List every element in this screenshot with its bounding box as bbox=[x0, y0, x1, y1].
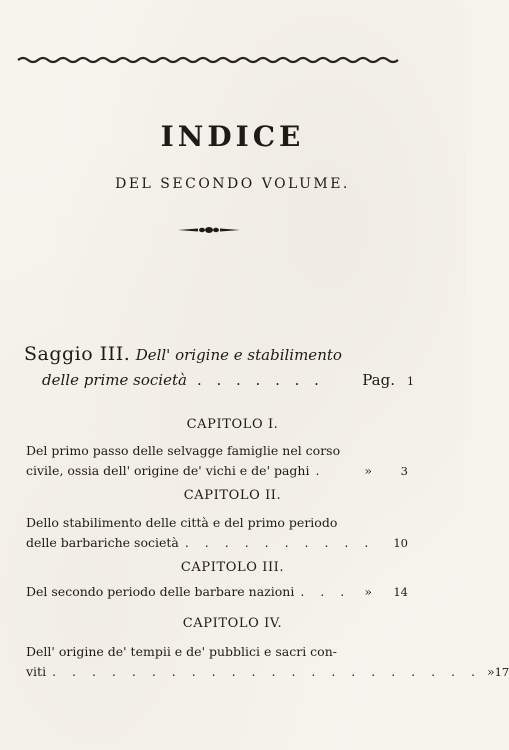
top-decorative-rule bbox=[18, 56, 398, 64]
leader-dots: . . . bbox=[300, 584, 351, 599]
entry-line-with-page bbox=[26, 533, 408, 553]
section-title-part2: delle prime società bbox=[42, 371, 187, 389]
entry-line: viti bbox=[26, 664, 47, 679]
chapter-heading-3: CAPITOLO III. bbox=[180, 560, 285, 575]
page-title: INDICE bbox=[160, 120, 305, 153]
ditto-mark: » bbox=[364, 463, 372, 478]
entry-line: civile, ossia dell' origine de' vichi e de' paghi bbox=[26, 463, 310, 478]
ditto-mark: » bbox=[486, 664, 495, 679]
leader-dots: . . . . . . . bbox=[196, 371, 324, 389]
page-number: 17 bbox=[494, 665, 509, 679]
ornament-divider-icon bbox=[178, 224, 240, 236]
chapter-entry-3 bbox=[26, 582, 408, 602]
entry-line-with-page bbox=[26, 582, 408, 602]
page-number: 3 bbox=[400, 464, 408, 478]
section-title-part1: Dell' origine e stabilimento bbox=[135, 346, 342, 364]
chapter-entry-1 bbox=[26, 441, 408, 481]
chapter-entry-4 bbox=[26, 642, 509, 682]
chapter-heading-4: CAPITOLO IV. bbox=[182, 616, 283, 631]
pag-label: Pag. bbox=[362, 371, 395, 389]
page-number: 10 bbox=[393, 536, 408, 550]
entry-line: delle barbariche società bbox=[26, 535, 179, 550]
leader-dots: . . . . . . . . . . bbox=[184, 535, 375, 550]
entry-line-with-page bbox=[26, 461, 408, 481]
entry-line: Del secondo periodo delle barbare nazioni bbox=[26, 584, 295, 599]
leader-dots: . . . . . . . . . . . . . . . . . . . . . . bbox=[52, 664, 481, 679]
chapter-heading-2: CAPITOLO II. bbox=[183, 488, 282, 503]
section-label: Saggio III. bbox=[24, 343, 131, 365]
section-heading-line1 bbox=[24, 342, 414, 367]
entry-line: Dello stabilimento delle città e del primo periodo bbox=[26, 515, 338, 530]
chapter-heading-1: CAPITOLO I. bbox=[186, 417, 279, 432]
entry-line-with-page bbox=[26, 662, 509, 682]
chapter-entry-2 bbox=[26, 513, 408, 553]
section-saggio-iii bbox=[24, 342, 414, 389]
entry-line: Dell' origine de' tempii e de' pubblici e sacri con- bbox=[26, 644, 337, 659]
ditto-mark: » bbox=[364, 584, 372, 599]
entry-line: Del primo passo delle selvagge famiglie nel corso bbox=[26, 443, 341, 458]
page-number: 14 bbox=[393, 585, 408, 599]
section-heading-line2 bbox=[42, 371, 414, 389]
page-subtitle: DEL SECONDO VOLUME. bbox=[115, 176, 350, 192]
page-number: 1 bbox=[407, 375, 414, 388]
leader-dots: . bbox=[315, 463, 326, 478]
